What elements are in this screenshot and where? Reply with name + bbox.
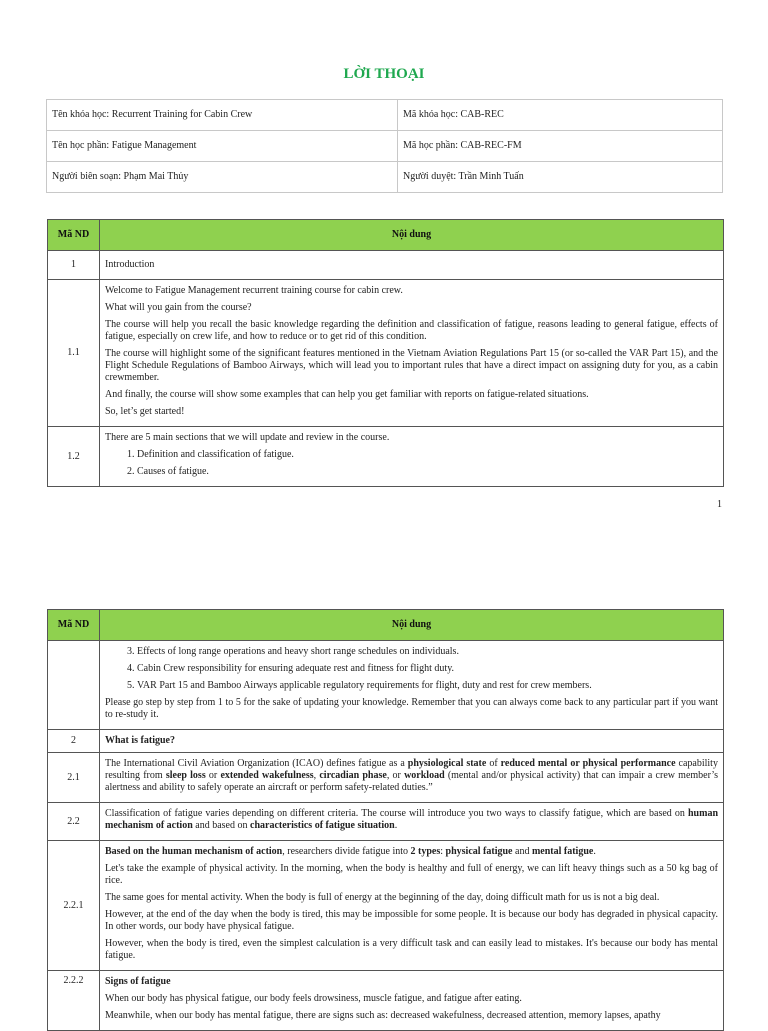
bold-term: characteristics of fatigue situation	[250, 820, 395, 831]
module-name: Tên học phần: Fatigue Management	[47, 131, 398, 162]
bold-term: circadian phase	[319, 770, 387, 781]
row-code: 2.2.2	[48, 971, 100, 1031]
bold-term: physical fatigue	[445, 846, 513, 857]
table-row	[48, 251, 724, 280]
row-code: 2.2	[48, 803, 100, 841]
bold-term: physiological state	[407, 758, 487, 769]
paragraph	[105, 846, 718, 858]
paragraph: However, when the body is tired, even the simplest calculation is a very difficult task and can easily lead to mistakes. It's because our body has mental fatigue.	[105, 938, 718, 961]
paragraph: The course will help you recall the basic knowledge regarding the definition and classification of fatigue, reasons leading to general fatigue, effects of fatigue, especially on crew life, and how to reduce or to get rid of this condition.	[105, 319, 718, 342]
paragraph	[105, 808, 718, 832]
course-code: Mã khóa học: CAB-REC	[398, 100, 723, 131]
reviewer: Người duyệt: Trần Minh Tuấn	[398, 162, 723, 193]
row-code: 1.2	[48, 427, 100, 487]
paragraph: Let's take the example of physical activity. In the morning, when the body is healthy and full of energy, we can lift heavy things such as a 50 kg bag of rice.	[105, 863, 718, 886]
bold-term: reduced mental or physical performance	[500, 758, 676, 769]
row-code: 2.2.1	[48, 841, 100, 971]
paragraph: The course will highlight some of the significant features mentioned in the Vietnam Aviation Regulations Part 15 (or so-called the VAR Part 15), and the Flight Schedule Regulations of Bamboo Airways, which will lead you to important rules that have a direct impact on assigning duty for you, as a cabin crewmember.	[105, 348, 718, 383]
row-code: 2	[48, 730, 100, 753]
text: The International Civil Aviation Organization (ICAO) defines fatigue as a	[105, 758, 408, 769]
course-name: Tên khóa học: Recurrent Training for Cabin Crew	[47, 100, 398, 131]
course-info-table	[46, 99, 723, 193]
header-content: Nội dung	[100, 610, 724, 641]
info-row	[47, 162, 723, 193]
row-code	[48, 641, 100, 730]
row-content	[100, 427, 724, 487]
bold-term: sleep loss	[165, 770, 206, 781]
paragraph: When our body has physical fatigue, our body feels drowsiness, muscle fatigue, and fatigue after eating.	[105, 993, 522, 1004]
row-content: Introduction	[100, 251, 724, 280]
section-list	[105, 449, 718, 478]
author: Người biên soạn: Phạm Mai Thủy	[47, 162, 398, 193]
bold-term: mental fatigue	[531, 846, 594, 857]
paragraph: Meanwhile, when our body has mental fatigue, there are signs such as: decreased wakefulness, decreased attention, memory lapses, apathy	[105, 1010, 661, 1021]
text: and	[512, 846, 532, 857]
text: capability resulting from	[105, 758, 718, 781]
text: or	[205, 770, 221, 781]
paragraph: However, at the end of the day when the body is tired, this may be impossible for some people. It is because our body has degraded in physical capacity. In other words, our body have physical fatigue.	[105, 909, 718, 932]
text: (mental and/or physical activity) that can impair a crew member’s alertness and ability to safely operate an aircraft or perform safety-related duties.”	[105, 770, 718, 793]
paragraph: Please go step by step from 1 to 5 for the sake of updating your knowledge. Remember that you can always come back to any particular part if you want to re-study it.	[105, 697, 718, 720]
list-item: 5. VAR Part 15 and Bamboo Airways applicable regulatory requirements for flight, duty and rest for crew members.	[137, 680, 718, 692]
row-content	[100, 753, 724, 803]
list-item: 3. Effects of long range operations and heavy short range schedules on individuals.	[137, 646, 718, 658]
table-row	[48, 753, 724, 803]
paragraph: What will you gain from the course?	[105, 302, 252, 313]
table-row	[48, 971, 724, 1031]
row-content	[100, 641, 724, 730]
paragraph: So, let’s get started!	[105, 406, 185, 417]
bold-term: extended wakefulness	[220, 770, 314, 781]
row-content	[100, 803, 724, 841]
content-table-page-2	[47, 609, 724, 1031]
header-code: Mã ND	[48, 610, 100, 641]
row-code: 2.1	[48, 753, 100, 803]
paragraph: And finally, the course will show some examples that can help you get familiar with reports on fatigue-related situations.	[105, 389, 589, 400]
paragraph	[105, 758, 718, 794]
section-heading: Signs of fatigue	[105, 976, 171, 987]
section-list	[105, 646, 718, 692]
header-content: Nội dung	[100, 220, 724, 251]
table-row	[48, 641, 724, 730]
info-row	[47, 131, 723, 162]
content-table-page-1	[47, 219, 724, 487]
text: .	[593, 846, 596, 857]
text: Classification of fatigue varies depending on different criteria. The course will introduce you two ways to classify fatigue, which are based on	[105, 808, 688, 819]
row-content	[100, 841, 724, 971]
text: :	[440, 846, 446, 857]
list-item: 2. Causes of fatigue.	[137, 466, 718, 478]
list-item: 4. Cabin Crew responsibility for ensuring adequate rest and fitness for flight duty.	[137, 663, 718, 675]
row-content	[100, 280, 724, 427]
text: , researchers divide fatigue into	[282, 846, 411, 857]
table-header-row	[48, 610, 724, 641]
paragraph: The same goes for mental activity. When the body is full of energy at the beginning of the day, doing difficult math for us is not a big deal.	[105, 892, 660, 903]
text: .	[394, 820, 398, 831]
text: ,	[313, 770, 320, 781]
row-code: 1	[48, 251, 100, 280]
paragraph: There are 5 main sections that we will update and review in the course.	[105, 432, 390, 443]
bold-term: human mechanism of action	[105, 808, 718, 831]
text: of	[486, 758, 501, 769]
table-row	[48, 427, 724, 487]
bold-term: Based on the human mechanism of action	[105, 846, 283, 857]
table-row	[48, 803, 724, 841]
table-row	[48, 280, 724, 427]
bold-term: workload	[404, 770, 445, 781]
text: and based on	[192, 820, 250, 831]
text: , or	[386, 770, 405, 781]
row-code: 1.1	[48, 280, 100, 427]
row-content: What is fatigue?	[100, 730, 724, 753]
row-content	[100, 971, 724, 1031]
module-code: Mã học phần: CAB-REC-FM	[398, 131, 723, 162]
table-row	[48, 841, 724, 971]
document-title: LỜI THOẠI	[343, 66, 425, 82]
page-number: 1	[717, 499, 722, 510]
table-row	[48, 730, 724, 753]
paragraph: Welcome to Fatigue Management recurrent training course for cabin crew.	[105, 285, 403, 296]
bold-term: 2 types	[410, 846, 441, 857]
table-header-row	[48, 220, 724, 251]
header-code: Mã ND	[48, 220, 100, 251]
info-row	[47, 100, 723, 131]
list-item: 1. Definition and classification of fatigue.	[137, 449, 718, 461]
